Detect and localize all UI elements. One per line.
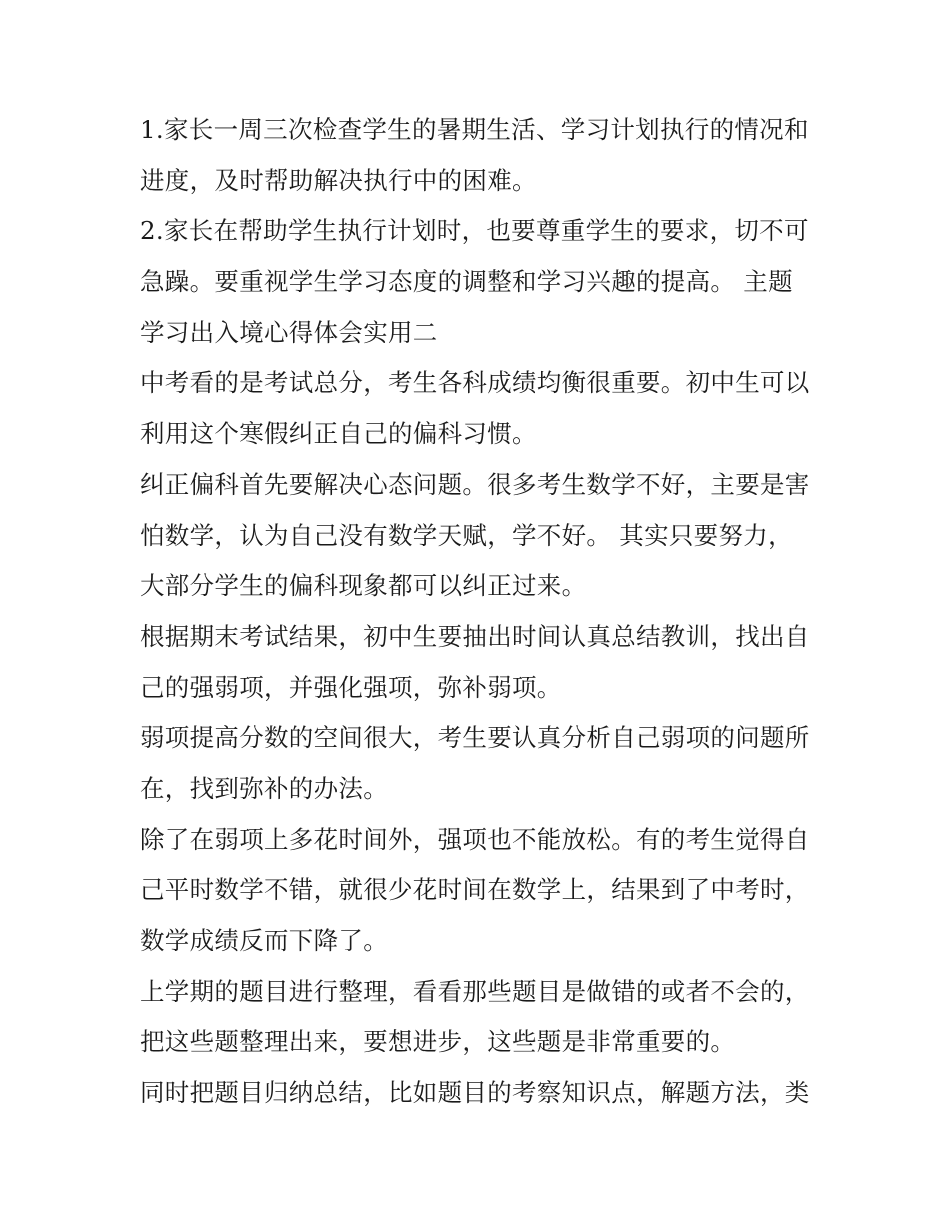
document-body [140, 105, 820, 1119]
text-line: 同时把题目归纳总结，比如题目的考察知识点，解题方法，类 [140, 1078, 810, 1108]
text-line: 弱项提高分数的空间很大，考生要认真分析自己弱项的问题所 [140, 723, 810, 753]
text-line: 根据期末考试结果，初中生要抽出时间认真总结教训，找出自 [140, 621, 810, 651]
text-line: 怕数学，认为自己没有数学天赋，学不好。 其实只要努力， [140, 520, 793, 550]
text-line: 己的强弱项，并强化强项，弥补弱项。 [140, 672, 562, 702]
text-line: 数学成绩反而下降了。 [140, 926, 388, 955]
text-line: 在，找到弥补的办法。 [140, 773, 388, 803]
text-line: 纠正偏科首先要解决心态问题。很多考生数学不好，主要是害 [140, 469, 810, 499]
text-line: 己平时数学不错，就很少花时间在数学上，结果到了中考时， [140, 875, 810, 905]
text-line: 上学期的题目进行整理，看看那些题目是做错的或者不会的， [140, 976, 810, 1006]
text-line: 1.家长一周三次检查学生的暑期生活、学习计划执行的情况和 [140, 115, 809, 144]
text-line: 大部分学生的偏科现象都可以纠正过来。 [140, 571, 587, 601]
text-line: 中考看的是考试总分，考生各科成绩均衡很重要。初中生可以 [140, 368, 810, 398]
text-line: 进度，及时帮助解决执行中的困难。 [140, 165, 537, 195]
text-line: 学习出入境心得体会实用二 [140, 317, 438, 347]
text-line: 利用这个寒假纠正自己的偏科习惯。 [140, 419, 537, 449]
text-line: 急躁。要重视学生学习态度的调整和学习兴趣的提高。 主题 [140, 267, 793, 297]
text-line: 除了在弱项上多花时间外，强项也不能放松。有的考生觉得自 [140, 824, 810, 854]
text-line: 把这些题整理出来，要想进步，这些题是非常重要的。 [140, 1027, 736, 1057]
text-line: 2.家长在帮助学生执行计划时，也要尊重学生的要求，切不可 [140, 216, 809, 246]
